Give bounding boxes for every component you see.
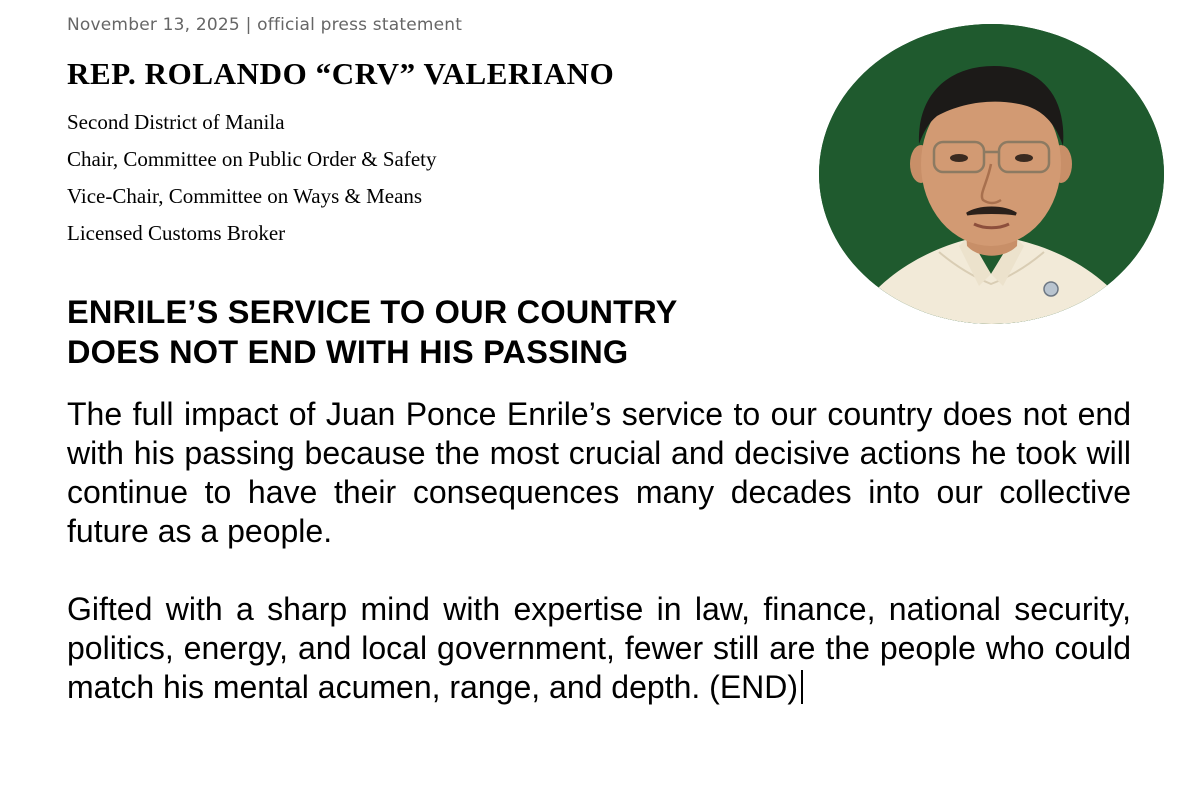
statement-type: official press statement <box>257 15 463 35</box>
statement-date: November 13, 2025 <box>67 15 240 35</box>
body-paragraph-1: The full impact of Juan Ponce Enrile’s service to our country does not end with his passing because the most crucial and decisive actions he took will continue to have their consequences many decades into our collective future as a people. <box>67 396 1131 549</box>
headline-line-1: ENRILE’S SERVICE TO OUR COUNTRY <box>67 294 678 330</box>
body-paragraph-2 <box>67 590 1131 707</box>
statement-body <box>67 395 1131 707</box>
role-chair: Chair, Committee on Public Order & Safety <box>67 147 437 171</box>
headline-line-2: DOES NOT END WITH HIS PASSING <box>67 334 629 370</box>
author-name: REP. ROLANDO “CRV” VALERIANO <box>67 56 615 91</box>
role-district: Second District of Manila <box>67 110 285 134</box>
meta-separator: | <box>245 15 252 35</box>
author-portrait <box>819 24 1164 324</box>
body-paragraph-2-text: Gifted with a sharp mind with expertise in law, finance, national security, politics, energy, and local government, fewer still are the people who could match his mental acumen, range, and depth. (END) <box>67 591 1131 705</box>
statement-meta <box>67 15 462 35</box>
author-roles <box>67 104 437 252</box>
role-vice-chair: Vice-Chair, Committee on Ways & Means <box>67 184 423 208</box>
portrait-illustration <box>819 24 1164 324</box>
statement-headline <box>67 292 678 372</box>
role-broker: Licensed Customs Broker <box>67 221 286 245</box>
text-cursor <box>801 670 803 704</box>
